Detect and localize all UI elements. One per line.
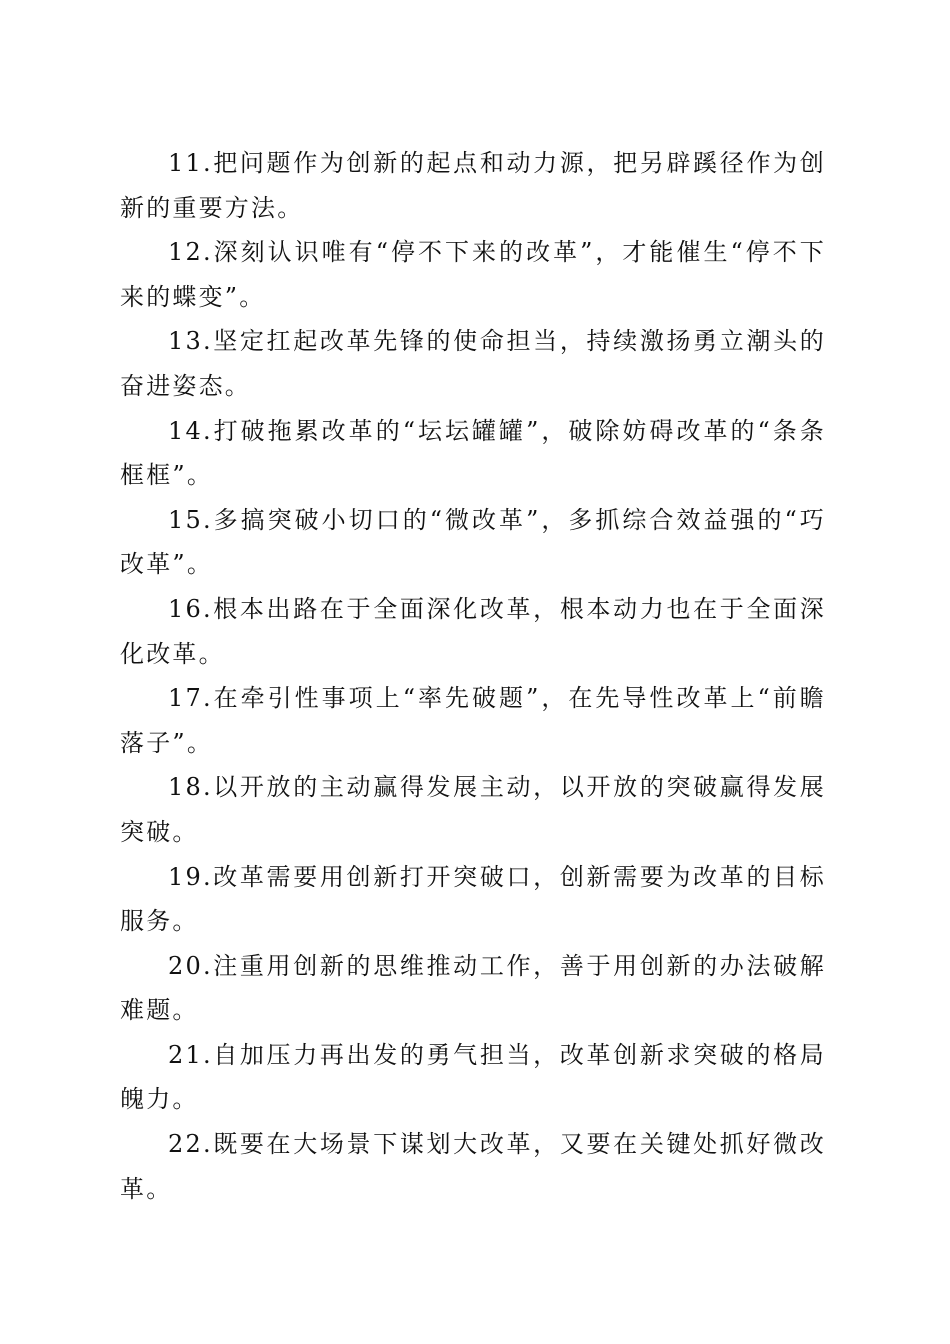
list-item-13: 13.坚定扛起改革先锋的使命担当，持续激扬勇立潮头的奋进姿态。 (120, 327, 826, 400)
list-item-20: 20.注重用创新的思维推动工作，善于用创新的办法破解难题。 (120, 951, 826, 1025)
list-item-17: 17.在牵引性事项上“率先破题”，在先导性改革上“前瞻落子”。 (120, 684, 826, 757)
document-body (120, 141, 826, 1211)
list-item-22: 22.既要在大场景下谋划大改革，又要在关键处抓好微改革。 (120, 1130, 826, 1203)
list-item-16: 16.根本出路在于全面深化改革，根本动力也在于全面深化改革。 (120, 594, 826, 668)
list-item-21: 21.自加压力再出发的勇气担当，改革创新求突破的格局魄力。 (120, 1040, 826, 1114)
list-item-15: 15.多搞突破小切口的“微改革”，多抓综合效益强的“巧改革”。 (120, 505, 826, 579)
list-item-12: 12.深刻认识唯有“停不下来的改革”，才能催生“停不下来的蝶变”。 (120, 238, 826, 311)
list-item-11: 11.把问题作为创新的起点和动力源，把另辟蹊径作为创新的重要方法。 (120, 149, 826, 222)
list-item-19: 19.改革需要用创新打开突破口，创新需要为改革的目标服务。 (120, 862, 826, 936)
list-item-18: 18.以开放的主动赢得发展主动，以开放的突破赢得发展突破。 (120, 773, 826, 846)
list-item-14: 14.打破拖累改革的“坛坛罐罐”，破除妨碍改革的“条条框框”。 (120, 416, 826, 490)
